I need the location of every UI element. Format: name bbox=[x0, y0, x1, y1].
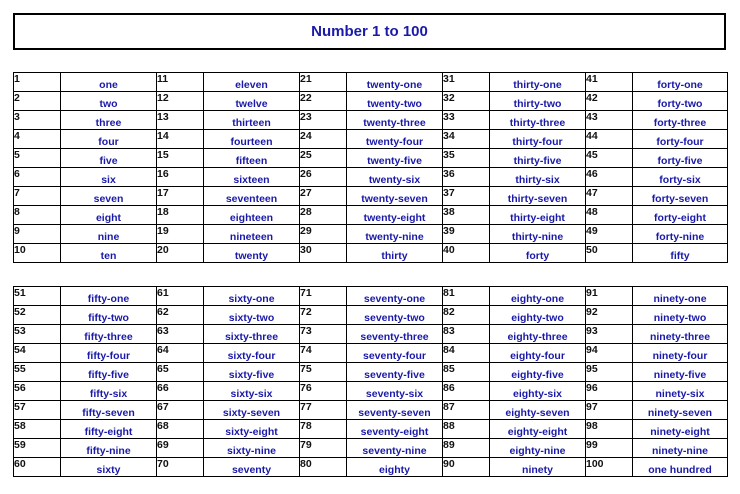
number-cell: 35 bbox=[443, 149, 490, 168]
number-cell: 93 bbox=[586, 325, 633, 344]
number-cell: 15 bbox=[157, 149, 204, 168]
word-cell: sixty-three bbox=[204, 325, 300, 344]
word-cell: twenty-seven bbox=[347, 187, 443, 206]
word-cell: one hundred bbox=[633, 458, 728, 477]
number-cell: 57 bbox=[14, 401, 61, 420]
table-row bbox=[14, 363, 728, 382]
word-cell: nineteen bbox=[204, 225, 300, 244]
word-cell: twenty-two bbox=[347, 92, 443, 111]
word-cell: eighty-six bbox=[490, 382, 586, 401]
table-row bbox=[14, 382, 728, 401]
word-cell: eleven bbox=[204, 73, 300, 92]
word-cell: six bbox=[61, 168, 157, 187]
number-cell: 16 bbox=[157, 168, 204, 187]
word-cell: fifty-eight bbox=[61, 420, 157, 439]
table-row bbox=[14, 73, 728, 92]
word-cell: ninety-two bbox=[633, 306, 728, 325]
number-cell: 19 bbox=[157, 225, 204, 244]
number-cell: 27 bbox=[300, 187, 347, 206]
word-cell: thirty-five bbox=[490, 149, 586, 168]
word-cell: thirty-six bbox=[490, 168, 586, 187]
number-cell: 23 bbox=[300, 111, 347, 130]
word-cell: twenty-eight bbox=[347, 206, 443, 225]
number-cell: 48 bbox=[586, 206, 633, 225]
number-cell: 62 bbox=[157, 306, 204, 325]
table-row bbox=[14, 111, 728, 130]
word-cell: eighty-nine bbox=[490, 439, 586, 458]
number-cell: 14 bbox=[157, 130, 204, 149]
number-cell: 17 bbox=[157, 187, 204, 206]
word-cell: ninety-four bbox=[633, 344, 728, 363]
word-cell: fifty-five bbox=[61, 363, 157, 382]
number-cell: 59 bbox=[14, 439, 61, 458]
word-cell: fifty-four bbox=[61, 344, 157, 363]
number-cell: 31 bbox=[443, 73, 490, 92]
number-cell: 61 bbox=[157, 287, 204, 306]
number-cell: 42 bbox=[586, 92, 633, 111]
number-cell: 63 bbox=[157, 325, 204, 344]
word-cell: eighty-four bbox=[490, 344, 586, 363]
word-cell: ninety-eight bbox=[633, 420, 728, 439]
number-cell: 3 bbox=[14, 111, 61, 130]
number-cell: 25 bbox=[300, 149, 347, 168]
number-cell: 82 bbox=[443, 306, 490, 325]
number-cell: 24 bbox=[300, 130, 347, 149]
word-cell: ninety-six bbox=[633, 382, 728, 401]
number-cell: 54 bbox=[14, 344, 61, 363]
number-cell: 28 bbox=[300, 206, 347, 225]
word-cell: ninety bbox=[490, 458, 586, 477]
word-cell: twenty-six bbox=[347, 168, 443, 187]
word-cell: seventy-two bbox=[347, 306, 443, 325]
word-cell: fourteen bbox=[204, 130, 300, 149]
number-cell: 67 bbox=[157, 401, 204, 420]
number-cell: 51 bbox=[14, 287, 61, 306]
number-cell: 66 bbox=[157, 382, 204, 401]
word-cell: two bbox=[61, 92, 157, 111]
word-cell: thirty-two bbox=[490, 92, 586, 111]
table-row bbox=[14, 92, 728, 111]
word-cell: thirty-eight bbox=[490, 206, 586, 225]
word-cell: sixty-seven bbox=[204, 401, 300, 420]
table-row bbox=[14, 401, 728, 420]
number-cell: 96 bbox=[586, 382, 633, 401]
word-cell: twenty bbox=[204, 244, 300, 263]
word-cell: twelve bbox=[204, 92, 300, 111]
number-cell: 5 bbox=[14, 149, 61, 168]
number-cell: 81 bbox=[443, 287, 490, 306]
word-cell: sixty-five bbox=[204, 363, 300, 382]
number-cell: 20 bbox=[157, 244, 204, 263]
number-cell: 77 bbox=[300, 401, 347, 420]
word-cell: fifty-one bbox=[61, 287, 157, 306]
word-cell: ninety-seven bbox=[633, 401, 728, 420]
number-cell: 40 bbox=[443, 244, 490, 263]
number-cell: 87 bbox=[443, 401, 490, 420]
word-cell: sixty-nine bbox=[204, 439, 300, 458]
number-cell: 44 bbox=[586, 130, 633, 149]
word-cell: forty-four bbox=[633, 130, 728, 149]
number-cell: 13 bbox=[157, 111, 204, 130]
number-cell: 56 bbox=[14, 382, 61, 401]
number-cell: 64 bbox=[157, 344, 204, 363]
word-cell: sixty-six bbox=[204, 382, 300, 401]
number-cell: 84 bbox=[443, 344, 490, 363]
word-cell: eighty bbox=[347, 458, 443, 477]
word-cell: twenty-one bbox=[347, 73, 443, 92]
number-cell: 4 bbox=[14, 130, 61, 149]
word-cell: forty-three bbox=[633, 111, 728, 130]
number-cell: 2 bbox=[14, 92, 61, 111]
word-cell: sixteen bbox=[204, 168, 300, 187]
numbers-table-51-to-100 bbox=[13, 286, 728, 477]
word-cell: eighty-seven bbox=[490, 401, 586, 420]
number-cell: 75 bbox=[300, 363, 347, 382]
word-cell: seventy bbox=[204, 458, 300, 477]
word-cell: thirty bbox=[347, 244, 443, 263]
word-cell: seventy-four bbox=[347, 344, 443, 363]
word-cell: ninety-one bbox=[633, 287, 728, 306]
number-cell: 41 bbox=[586, 73, 633, 92]
word-cell: seven bbox=[61, 187, 157, 206]
number-cell: 55 bbox=[14, 363, 61, 382]
number-cell: 52 bbox=[14, 306, 61, 325]
table-row bbox=[14, 306, 728, 325]
word-cell: seventy-six bbox=[347, 382, 443, 401]
word-cell: ninety-five bbox=[633, 363, 728, 382]
word-cell: five bbox=[61, 149, 157, 168]
word-cell: eighty-one bbox=[490, 287, 586, 306]
table-row bbox=[14, 458, 728, 477]
number-cell: 30 bbox=[300, 244, 347, 263]
word-cell: sixty-one bbox=[204, 287, 300, 306]
number-cell: 46 bbox=[586, 168, 633, 187]
number-cell: 94 bbox=[586, 344, 633, 363]
numbers-table-1-to-50 bbox=[13, 72, 728, 263]
number-cell: 43 bbox=[586, 111, 633, 130]
table-row bbox=[14, 244, 728, 263]
number-cell: 49 bbox=[586, 225, 633, 244]
table-row bbox=[14, 149, 728, 168]
number-cell: 95 bbox=[586, 363, 633, 382]
word-cell: thirty-seven bbox=[490, 187, 586, 206]
number-cell: 1 bbox=[14, 73, 61, 92]
number-cell: 10 bbox=[14, 244, 61, 263]
table-row bbox=[14, 130, 728, 149]
number-cell: 58 bbox=[14, 420, 61, 439]
word-cell: eighty-two bbox=[490, 306, 586, 325]
number-cell: 79 bbox=[300, 439, 347, 458]
table-row bbox=[14, 325, 728, 344]
number-cell: 69 bbox=[157, 439, 204, 458]
number-cell: 85 bbox=[443, 363, 490, 382]
word-cell: seventy-one bbox=[347, 287, 443, 306]
word-cell: ninety-three bbox=[633, 325, 728, 344]
word-cell: forty-nine bbox=[633, 225, 728, 244]
number-cell: 73 bbox=[300, 325, 347, 344]
number-cell: 26 bbox=[300, 168, 347, 187]
table-row bbox=[14, 187, 728, 206]
word-cell: seventeen bbox=[204, 187, 300, 206]
word-cell: eighteen bbox=[204, 206, 300, 225]
number-cell: 91 bbox=[586, 287, 633, 306]
table-row bbox=[14, 168, 728, 187]
number-cell: 9 bbox=[14, 225, 61, 244]
title-box bbox=[13, 13, 726, 50]
word-cell: seventy-eight bbox=[347, 420, 443, 439]
number-cell: 70 bbox=[157, 458, 204, 477]
word-cell: seventy-seven bbox=[347, 401, 443, 420]
number-cell: 47 bbox=[586, 187, 633, 206]
word-cell: ninety-nine bbox=[633, 439, 728, 458]
word-cell: ten bbox=[61, 244, 157, 263]
number-cell: 80 bbox=[300, 458, 347, 477]
word-cell: eight bbox=[61, 206, 157, 225]
number-cell: 7 bbox=[14, 187, 61, 206]
number-cell: 8 bbox=[14, 206, 61, 225]
word-cell: sixty bbox=[61, 458, 157, 477]
word-cell: forty-six bbox=[633, 168, 728, 187]
word-cell: thirty-nine bbox=[490, 225, 586, 244]
word-cell: seventy-five bbox=[347, 363, 443, 382]
number-cell: 37 bbox=[443, 187, 490, 206]
number-cell: 78 bbox=[300, 420, 347, 439]
number-cell: 34 bbox=[443, 130, 490, 149]
table-row bbox=[14, 344, 728, 363]
word-cell: eighty-eight bbox=[490, 420, 586, 439]
number-cell: 12 bbox=[157, 92, 204, 111]
word-cell: thirty-four bbox=[490, 130, 586, 149]
table-row bbox=[14, 439, 728, 458]
word-cell: nine bbox=[61, 225, 157, 244]
number-cell: 72 bbox=[300, 306, 347, 325]
number-cell: 45 bbox=[586, 149, 633, 168]
word-cell: fifty-six bbox=[61, 382, 157, 401]
number-cell: 38 bbox=[443, 206, 490, 225]
word-cell: one bbox=[61, 73, 157, 92]
number-cell: 50 bbox=[586, 244, 633, 263]
number-cell: 11 bbox=[157, 73, 204, 92]
word-cell: twenty-five bbox=[347, 149, 443, 168]
word-cell: fifty bbox=[633, 244, 728, 263]
word-cell: seventy-nine bbox=[347, 439, 443, 458]
number-cell: 32 bbox=[443, 92, 490, 111]
number-cell: 60 bbox=[14, 458, 61, 477]
word-cell: fifty-two bbox=[61, 306, 157, 325]
word-cell: seventy-three bbox=[347, 325, 443, 344]
number-cell: 21 bbox=[300, 73, 347, 92]
number-cell: 6 bbox=[14, 168, 61, 187]
word-cell: four bbox=[61, 130, 157, 149]
number-cell: 68 bbox=[157, 420, 204, 439]
word-cell: thirty-three bbox=[490, 111, 586, 130]
word-cell: fifty-nine bbox=[61, 439, 157, 458]
number-cell: 88 bbox=[443, 420, 490, 439]
number-cell: 89 bbox=[443, 439, 490, 458]
number-cell: 100 bbox=[586, 458, 633, 477]
number-cell: 90 bbox=[443, 458, 490, 477]
table-row bbox=[14, 420, 728, 439]
number-cell: 39 bbox=[443, 225, 490, 244]
word-cell: eighty-three bbox=[490, 325, 586, 344]
word-cell: forty-five bbox=[633, 149, 728, 168]
table-row bbox=[14, 287, 728, 306]
word-cell: thirteen bbox=[204, 111, 300, 130]
word-cell: fifteen bbox=[204, 149, 300, 168]
word-cell: forty-one bbox=[633, 73, 728, 92]
word-cell: twenty-three bbox=[347, 111, 443, 130]
word-cell: sixty-eight bbox=[204, 420, 300, 439]
word-cell: eighty-five bbox=[490, 363, 586, 382]
number-cell: 65 bbox=[157, 363, 204, 382]
number-cell: 18 bbox=[157, 206, 204, 225]
page-title: Number 1 to 100 bbox=[311, 23, 428, 40]
word-cell: forty-two bbox=[633, 92, 728, 111]
word-cell: fifty-seven bbox=[61, 401, 157, 420]
number-cell: 53 bbox=[14, 325, 61, 344]
number-cell: 71 bbox=[300, 287, 347, 306]
number-cell: 74 bbox=[300, 344, 347, 363]
table-row bbox=[14, 225, 728, 244]
word-cell: thirty-one bbox=[490, 73, 586, 92]
number-cell: 97 bbox=[586, 401, 633, 420]
word-cell: sixty-four bbox=[204, 344, 300, 363]
number-cell: 86 bbox=[443, 382, 490, 401]
word-cell: fifty-three bbox=[61, 325, 157, 344]
word-cell: forty bbox=[490, 244, 586, 263]
word-cell: twenty-four bbox=[347, 130, 443, 149]
number-cell: 22 bbox=[300, 92, 347, 111]
word-cell: sixty-two bbox=[204, 306, 300, 325]
table-row bbox=[14, 206, 728, 225]
number-cell: 76 bbox=[300, 382, 347, 401]
number-cell: 29 bbox=[300, 225, 347, 244]
number-cell: 99 bbox=[586, 439, 633, 458]
number-cell: 98 bbox=[586, 420, 633, 439]
word-cell: three bbox=[61, 111, 157, 130]
number-cell: 33 bbox=[443, 111, 490, 130]
number-cell: 83 bbox=[443, 325, 490, 344]
word-cell: twenty-nine bbox=[347, 225, 443, 244]
number-cell: 92 bbox=[586, 306, 633, 325]
number-cell: 36 bbox=[443, 168, 490, 187]
word-cell: forty-eight bbox=[633, 206, 728, 225]
word-cell: forty-seven bbox=[633, 187, 728, 206]
